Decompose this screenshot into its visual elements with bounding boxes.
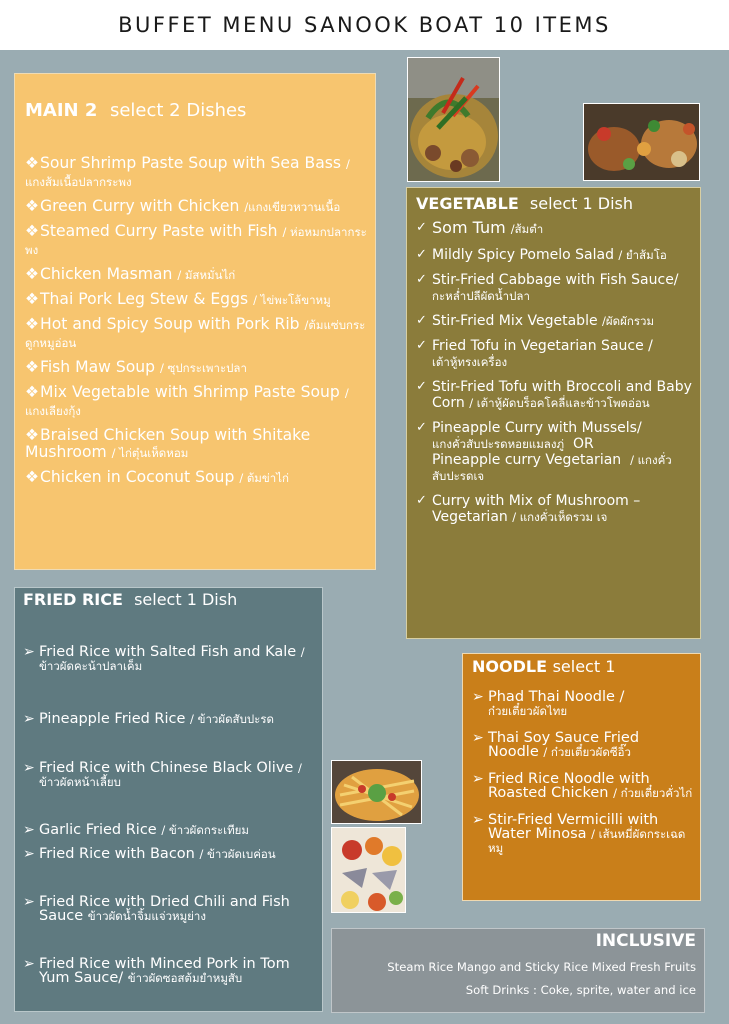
menu-header <box>0 0 729 50</box>
list-item: ❖Thai Pork Leg Stew & Eggs / ไข่พะโล้ขาหมู <box>25 290 331 308</box>
list-item: ➢ Pineapple Fried Rice / ข้าวผัดสับปะรด <box>23 711 275 727</box>
list-item: ➢ Fried Rice Noodle with Roasted Chicken / ก๋วยเตี๋ยวคั่วไก่ <box>472 771 693 801</box>
check-icon: ✓ <box>416 272 427 287</box>
inclusive-title: INCLUSIVE <box>595 931 696 951</box>
list-item: ✓ Fried Tofu in Vegetarian Sauce / เต้าหู้ทรงเครื่อง <box>416 338 653 369</box>
arrow-bullet-icon: ➢ <box>23 956 35 972</box>
arrow-bullet-icon: ➢ <box>23 644 35 660</box>
check-icon: ✓ <box>416 220 427 235</box>
list-item: ➢ Fried Rice with Minced Pork in Tom Yum Sauce/ ข้าวผัดซอสต้มยำหมูสับ <box>23 956 290 986</box>
arrow-bullet-icon: ➢ <box>472 730 484 746</box>
list-item: ➢ Phad Thai Noodle / ก๋วยเตี๋ยวผัดไทย <box>472 689 625 718</box>
list-item: ➢ Stir-Fried Vermicilli with Water Minosa / เส้นหมี่ผัดกระเฉดหมู <box>472 812 686 855</box>
check-icon: ✓ <box>416 379 427 394</box>
list-item: ✓ Mildly Spicy Pomelo Salad / ยำส้มโอ <box>416 247 667 263</box>
inclusive-box <box>331 928 705 1013</box>
check-icon: ✓ <box>416 420 427 435</box>
list-item: ✓ Pineapple Curry with Mussels/ แกงคั่วสับปะรดหอยแมลงภู่ OR Pineapple curry Vegetarian / แกงคั่วสับปะรดเจ <box>416 420 672 483</box>
inclusive-line-2: Soft Drinks : Coke, sprite, water and ice <box>465 983 696 997</box>
diamond-bullet-icon: ❖ <box>25 222 39 240</box>
diamond-bullet-icon: ❖ <box>25 197 39 215</box>
check-icon: ✓ <box>416 247 427 262</box>
check-icon: ✓ <box>416 493 427 508</box>
list-item: ➢ Garlic Fried Rice / ข้าวผัดกระเทียม <box>23 822 250 838</box>
arrow-bullet-icon: ➢ <box>472 689 484 705</box>
diamond-bullet-icon: ❖ <box>25 358 39 376</box>
diamond-bullet-icon: ❖ <box>25 468 39 486</box>
main-list <box>25 155 367 487</box>
photo-buffet-platter <box>583 103 700 181</box>
arrow-bullet-icon: ➢ <box>23 846 35 862</box>
list-item: ❖Green Curry with Chicken /แกงเขียวหวานเนื้อ <box>25 197 341 215</box>
list-item: ➢ Fried Rice with Chinese Black Olive / ข้าวผัดหน้าเลี้ยบ <box>23 760 302 789</box>
list-item: ✓ Stir-Fried Cabbage with Fish Sauce/ กะหล่ำปลีผัดน้ำปลา <box>416 272 679 303</box>
arrow-bullet-icon: ➢ <box>23 711 35 727</box>
inclusive-line-1: Steam Rice Mango and Sticky Rice Mixed Fresh Fruits <box>387 960 696 974</box>
list-item: ❖Chicken in Coconut Soup / ต้มข่าไก่ <box>25 468 289 486</box>
photo-green-curry <box>407 57 500 182</box>
arrow-bullet-icon: ➢ <box>472 812 484 828</box>
list-item: ❖Chicken Masman / มัสหมั่นไก่ <box>25 265 236 283</box>
check-icon: ✓ <box>416 338 427 353</box>
menu-title: BUFFET MENU SANOOK BOAT 10 ITEMS <box>118 13 611 37</box>
list-item: ❖Fish Maw Soup / ซุปกระเพาะปลา <box>25 358 247 376</box>
vegetable-box <box>406 187 701 639</box>
noodle-box <box>462 653 701 901</box>
noodle-list <box>472 690 694 855</box>
vegetable-title: VEGETABLE select 1 Dish <box>416 194 634 213</box>
list-item: ❖Braised Chicken Soup with Shitake Mushroom / ไก่ตุ๋นเห็ดหอม <box>25 426 311 461</box>
list-item: ✓ Curry with Mix of Mushroom – Vegetarian / แกงคั่วเห็ดรวม เจ <box>416 493 641 525</box>
list-item: ✓ Stir-Fried Tofu with Broccoli and Baby Corn / เต้าหู้ผัดบร็อคโคลี่และข้าวโพดอ่อน <box>416 379 692 411</box>
vegetable-list <box>416 219 694 525</box>
photo-fruit-platter <box>331 827 406 913</box>
list-item: ✓ Stir-Fried Mix Vegetable /ผัดผักรวม <box>416 313 655 329</box>
list-item: ➢ Fried Rice with Salted Fish and Kale / ข้าวผัดคะน้าปลาเค็ม <box>23 644 305 673</box>
list-item: ❖Sour Shrimp Paste Soup with Sea Bass / แกงส้มเนื้อปลากระพง <box>25 154 350 189</box>
arrow-bullet-icon: ➢ <box>472 771 484 787</box>
main-title: MAIN 2 select 2 Dishes <box>25 100 247 121</box>
arrow-bullet-icon: ➢ <box>23 894 35 910</box>
list-item: ❖Mix Vegetable with Shrimp Paste Soup / แกงเลียงกุ้ง <box>25 383 349 418</box>
main-dishes-box <box>14 73 376 570</box>
list-item: ➢ Thai Soy Sauce Fried Noodle / ก๋วยเตี๋ยวผัดซีอิ๊ว <box>472 730 640 760</box>
fried-rice-subtitle: select 1 Dish <box>134 590 238 609</box>
arrow-bullet-icon: ➢ <box>23 760 35 776</box>
diamond-bullet-icon: ❖ <box>25 315 39 333</box>
list-item: ✓ Som Tum /ส้มตำ <box>416 218 544 237</box>
list-item: ❖Hot and Spicy Soup with Pork Rib /ต้มแซ่บกระดูกหมูอ่อน <box>25 315 366 350</box>
diamond-bullet-icon: ❖ <box>25 265 39 283</box>
arrow-bullet-icon: ➢ <box>23 822 35 838</box>
diamond-bullet-icon: ❖ <box>25 154 39 172</box>
noodle-subtitle: select 1 <box>552 657 616 676</box>
list-item: ❖Steamed Curry Paste with Fish / ห่อหมกปลากระพง <box>25 222 367 257</box>
fried-rice-box <box>14 587 323 1012</box>
diamond-bullet-icon: ❖ <box>25 426 39 444</box>
diamond-bullet-icon: ❖ <box>25 290 39 308</box>
diamond-bullet-icon: ❖ <box>25 383 39 401</box>
list-item: ➢ Fried Rice with Dried Chili and Fish Sauce ข้าวผัดน้ำจิ้มแจ่วหมูย่าง <box>23 894 290 924</box>
noodle-title: NOODLE select 1 <box>472 657 616 676</box>
fried-rice-title: FRIED RICE select 1 Dish <box>23 590 238 609</box>
vegetable-subtitle: select 1 Dish <box>529 194 634 213</box>
photo-salad-dish <box>331 760 422 824</box>
check-icon: ✓ <box>416 313 427 328</box>
list-item: ➢ Fried Rice with Bacon / ข้าวผัดเบค่อน <box>23 846 276 862</box>
main-subtitle: select 2 Dishes <box>109 100 247 121</box>
